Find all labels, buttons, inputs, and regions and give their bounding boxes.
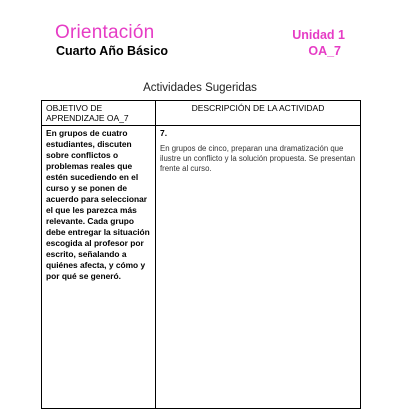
activity-column-header: DESCRIPCIÓN DE LA ACTIVIDAD xyxy=(156,101,361,126)
activity-number: 7. xyxy=(160,128,168,138)
objective-code: OA_7 xyxy=(308,44,341,58)
page-title: Orientación xyxy=(55,22,155,43)
section-title: Actividades Sugeridas xyxy=(143,82,257,94)
unit-label: Unidad 1 xyxy=(292,28,345,42)
objective-cell: En grupos de cuatro estudiantes, discuten sobre conflictos o problemas reales que estén sucediendo en el curso y se ponen de acuerdo para seleccionar el que les parezca más relevante. Cada grupo debe entregar la situación escogida al profesor por escrito, señalando a quiénes afecta, y cómo y por qué se generó. xyxy=(42,126,156,409)
table-header-row xyxy=(42,101,361,126)
grade-level: Cuarto Año Básico xyxy=(56,44,169,58)
table-row xyxy=(42,126,361,409)
activities-table xyxy=(41,100,361,409)
activity-description: En grupos de cinco, preparan una dramatización que ilustre un conflicto y la solución propuesta. Se presentan frente al curso. xyxy=(160,144,356,173)
objective-column-header: OBJETIVO DE APRENDIZAJE OA_7 xyxy=(42,101,156,126)
activity-cell xyxy=(156,126,361,409)
